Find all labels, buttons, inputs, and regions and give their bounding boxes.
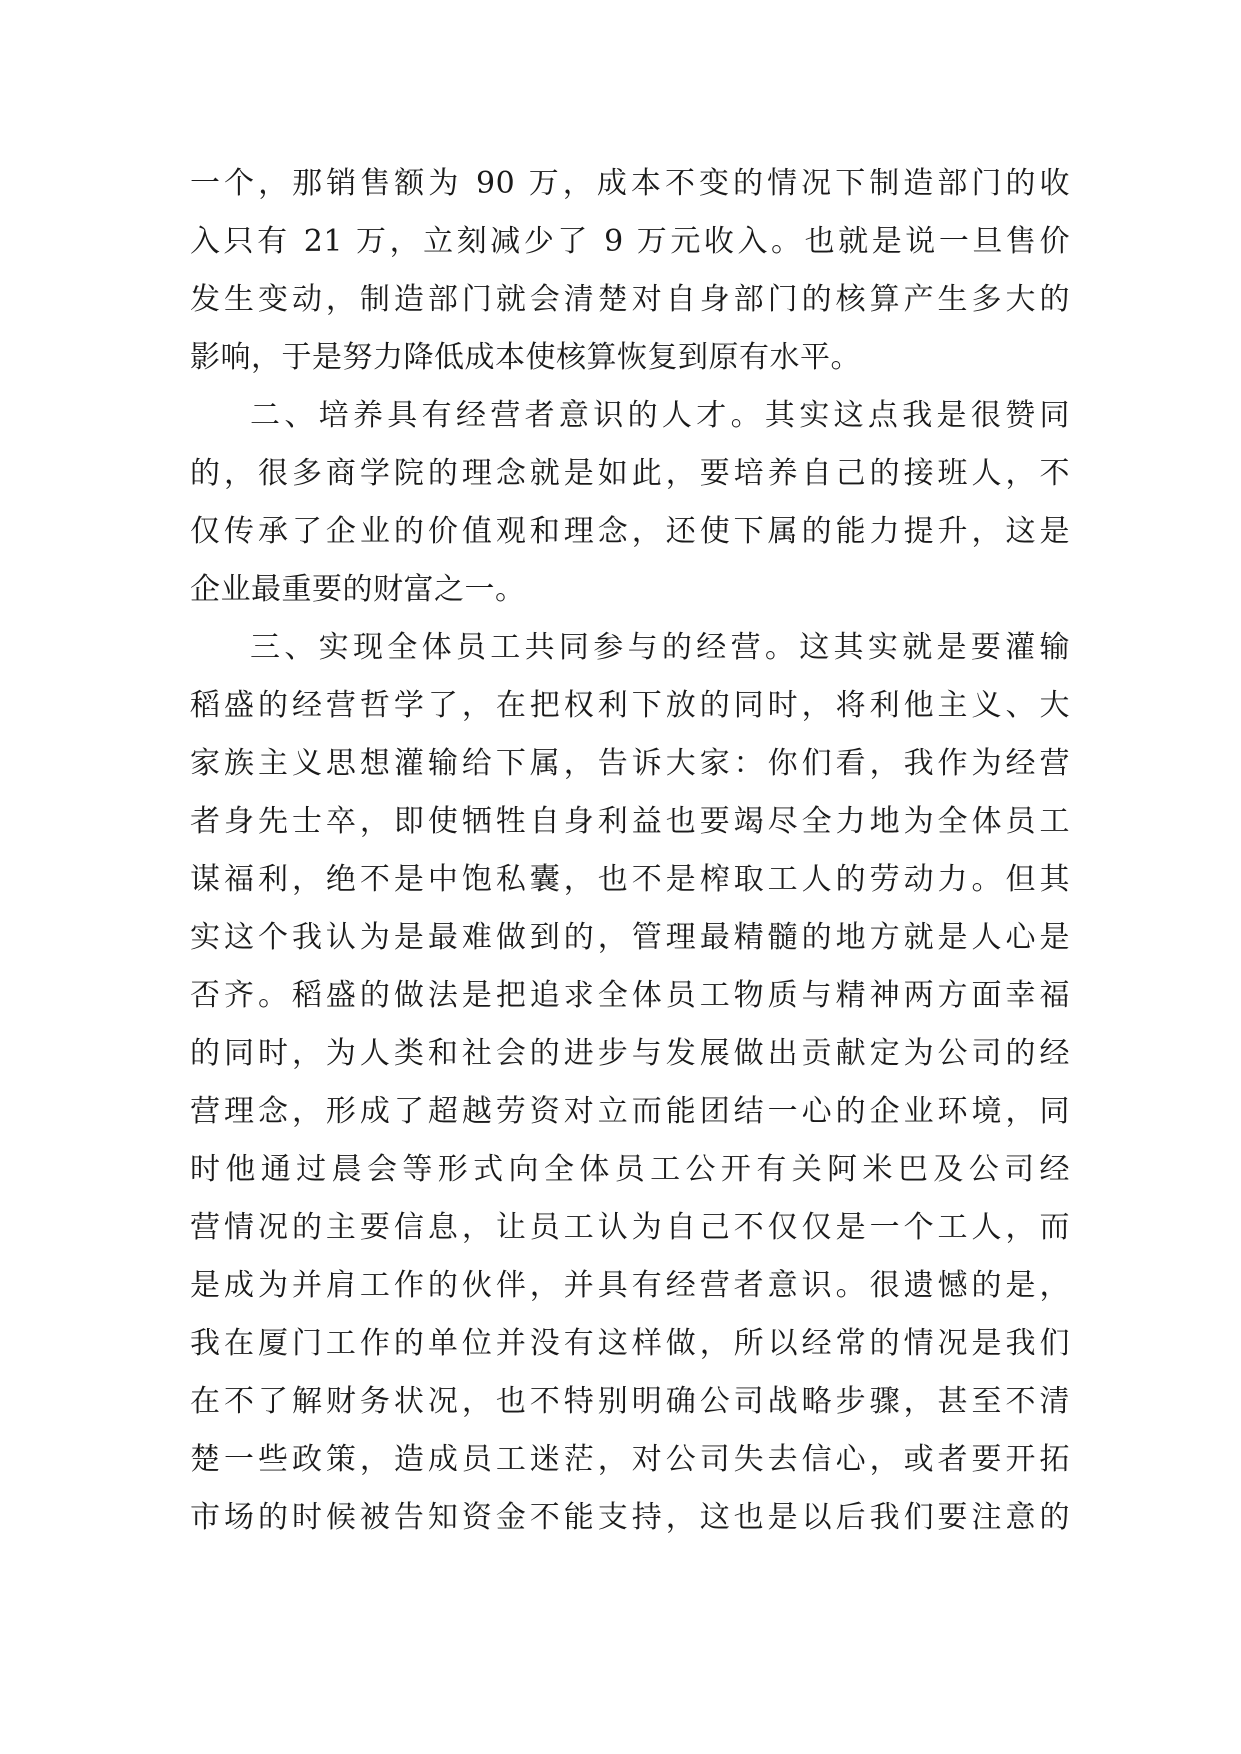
- text-line: 的，很多商学院的理念就是如此，要培养自己的接班人，不: [190, 456, 1070, 491]
- text-line: 营理念，形成了超越劳资对立而能团结一心的企业环境，同: [190, 1094, 1070, 1129]
- text-line: 在不了解财务状况，也不特别明确公司战略步骤，甚至不清: [190, 1384, 1070, 1419]
- paragraph-heading-line: 二、培养具有经营者意识的人才。其实这点我是很赞同: [250, 398, 1070, 433]
- text-line: 稻盛的经营哲学了，在把权利下放的同时，将利他主义、大: [190, 688, 1070, 723]
- text-line: 家族主义思想灌输给下属，告诉大家：你们看，我作为经营: [190, 746, 1070, 781]
- text-line: 我在厦门工作的单位并没有这样做，所以经常的情况是我们: [190, 1326, 1070, 1361]
- text-line: 时他通过晨会等形式向全体员工公开有关阿米巴及公司经: [190, 1152, 1070, 1187]
- text-line: 营情况的主要信息，让员工认为自己不仅仅是一个工人，而: [190, 1210, 1070, 1245]
- text-line: 谋福利，绝不是中饱私囊，也不是榨取工人的劳动力。但其: [190, 862, 1070, 897]
- text-line: 仅传承了企业的价值观和理念，还使下属的能力提升，这是: [190, 514, 1070, 549]
- text-line: 实这个我认为是最难做到的，管理最精髓的地方就是人心是: [190, 920, 1070, 955]
- text-line: 市场的时候被告知资金不能支持，这也是以后我们要注意的: [190, 1500, 1070, 1535]
- paragraph-heading-line: 三、实现全体员工共同参与的经营。这其实就是要灌输: [250, 630, 1070, 665]
- text-line: 一个，那销售额为 90 万，成本不变的情况下制造部门的收: [190, 166, 1070, 201]
- body-text: [190, 155, 1070, 1547]
- text-line: 楚一些政策，造成员工迷茫，对公司失去信心，或者要开拓: [190, 1442, 1070, 1477]
- text-line: 企业最重要的财富之一。: [190, 572, 526, 607]
- text-line: 入只有 21 万，立刻减少了 9 万元收入。也就是说一旦售价: [190, 224, 1070, 259]
- text-line: 者身先士卒，即使牺牲自身利益也要竭尽全力地为全体员工: [190, 804, 1070, 839]
- text-line: 的同时，为人类和社会的进步与发展做出贡献定为公司的经: [190, 1036, 1070, 1071]
- text-line: 影响，于是努力降低成本使核算恢复到原有水平。: [190, 340, 861, 375]
- text-line: 否齐。稻盛的做法是把追求全体员工物质与精神两方面幸福: [190, 978, 1070, 1013]
- text-line: 发生变动，制造部门就会清楚对自身部门的核算产生多大的: [190, 282, 1070, 317]
- text-line: 是成为并肩工作的伙伴，并具有经营者意识。很遗憾的是，: [190, 1268, 1070, 1303]
